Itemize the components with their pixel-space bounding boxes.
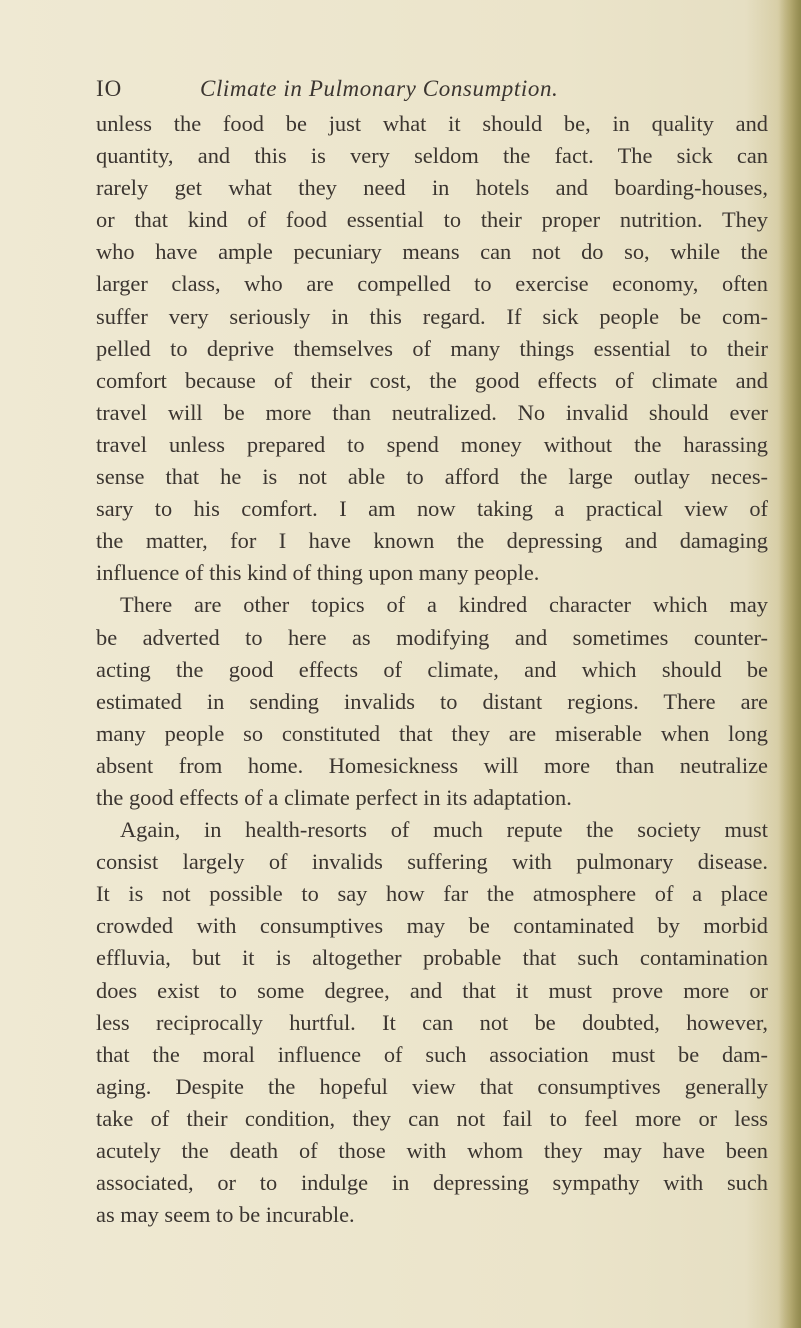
running-head: [96, 76, 768, 110]
text-line: absent from home. Homesickness will more than neutralize: [96, 752, 768, 778]
body-text: [96, 108, 768, 1231]
text-line: sary to his comfort. I am now taking a practical view of: [96, 496, 768, 522]
text-line: There are other topics of a kindred character which may: [120, 592, 768, 618]
text-line: travel will be more than neutralized. No invalid should ever: [96, 399, 768, 425]
text-line: who have ample pecuniary means can not do so, while the: [96, 239, 768, 265]
text-line: that the moral influence of such association must be dam-: [96, 1041, 768, 1067]
text-line: or that kind of food essential to their proper nutrition. They: [96, 207, 768, 233]
text-line: the good effects of a climate perfect in its adaptation.: [96, 784, 572, 810]
text-line: travel unless prepared to spend money without the harassing: [96, 431, 768, 457]
text-line: Again, in health-resorts of much repute the society must: [120, 817, 768, 843]
text-line: does exist to some degree, and that it must prove more or: [96, 977, 768, 1003]
text-line: rarely get what they need in hotels and boarding-houses,: [96, 175, 768, 201]
text-line: the matter, for I have known the depressing and damaging: [96, 528, 768, 554]
text-line: as may seem to be incurable.: [96, 1202, 355, 1228]
text-line: larger class, who are compelled to exercise economy, often: [96, 271, 768, 297]
text-line: comfort because of their cost, the good effects of climate and: [96, 367, 768, 393]
page-number: IO: [96, 76, 123, 101]
text-line: acutely the death of those with whom they may have been: [96, 1138, 768, 1163]
text-line: estimated in sending invalids to distant regions. There are: [96, 688, 768, 714]
text-line: take of their condition, they can not fail to feel more or less: [96, 1105, 768, 1131]
text-line: many people so constituted that they are miserable when long: [96, 720, 768, 746]
paragraph: [96, 589, 768, 814]
text-line: be adverted to here as modifying and sometimes counter-: [96, 624, 768, 650]
text-line: less reciprocally hurtful. It can not be doubted, however,: [96, 1009, 768, 1035]
text-line: sense that he is not able to afford the large outlay neces-: [96, 464, 768, 490]
text-line: quantity, and this is very seldom the fact. The sick can: [96, 143, 768, 169]
text-line: effluvia, but it is altogether probable that such contamination: [96, 945, 768, 971]
page-edge-shadow: [779, 0, 801, 1328]
text-line: influence of this kind of thing upon many people.: [96, 560, 540, 586]
text-line: associated, or to indulge in depressing sympathy with such: [96, 1170, 768, 1196]
paragraph: [96, 108, 768, 589]
text-line: unless the food be just what it should be, in quality and: [96, 111, 768, 136]
text-line: crowded with consumptives may be contaminated by morbid: [96, 913, 768, 939]
running-title: Climate in Pulmonary Consumption.: [200, 76, 559, 101]
text-line: consist largely of invalids suffering with pulmonary disease.: [96, 849, 768, 875]
paragraph: [96, 814, 768, 1231]
text-line: aging. Despite the hopeful view that consumptives generally: [96, 1073, 768, 1099]
text-line: acting the good effects of climate, and which should be: [96, 656, 768, 682]
text-line: suffer very seriously in this regard. If sick people be com-: [96, 303, 768, 329]
text-line: It is not possible to say how far the atmosphere of a place: [96, 881, 768, 907]
text-line: pelled to deprive themselves of many things essential to their: [96, 335, 768, 361]
